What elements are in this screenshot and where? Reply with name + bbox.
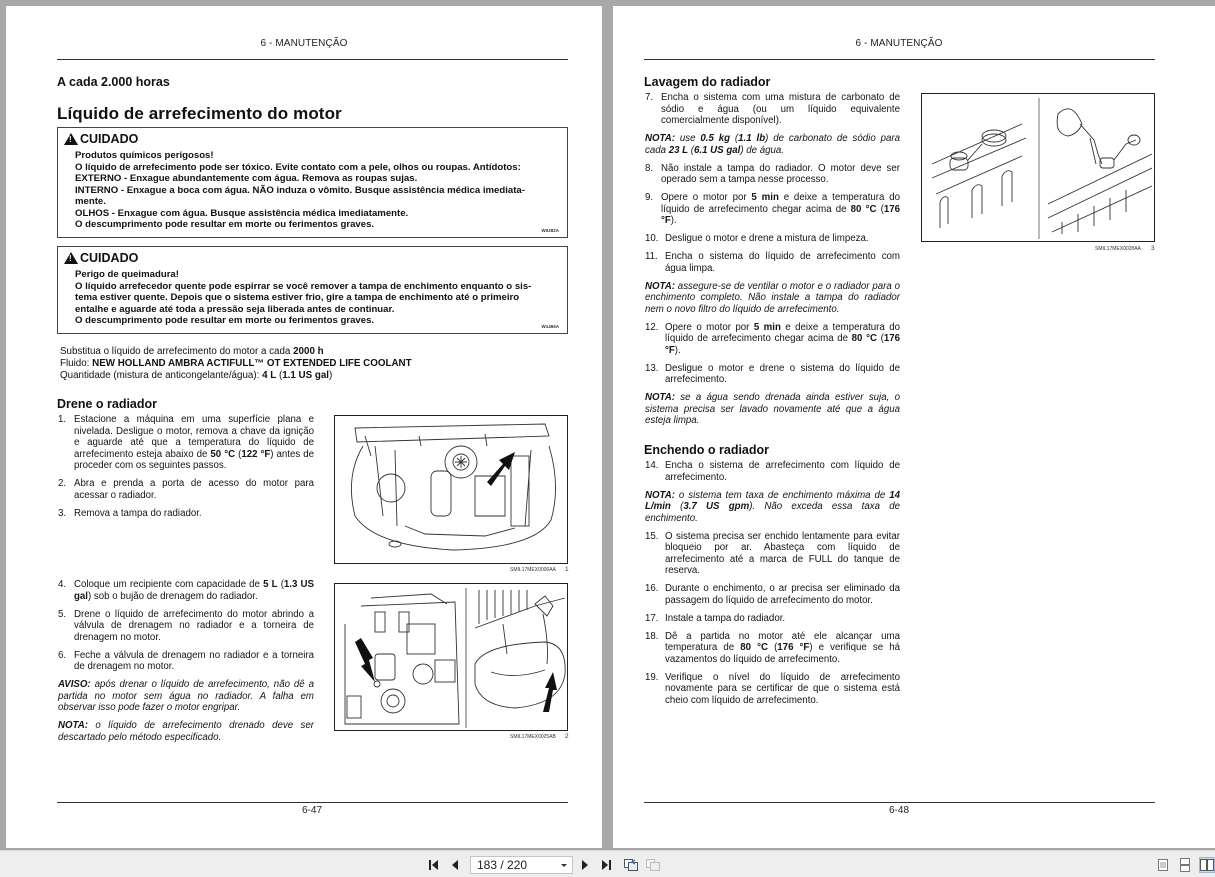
steps-drain-4-6: [58, 579, 314, 750]
figure-caption: SMIL17MEX0025AB: [510, 734, 556, 740]
section-heading-wash: Lavagem do radiador: [644, 75, 771, 89]
step-17: 17. Instale a tampa do radiador.: [645, 612, 786, 624]
caution-line: Produtos químicos perigosos!: [75, 150, 214, 161]
first-page-icon: [428, 859, 440, 871]
page-indicator: 183 / 220: [477, 858, 528, 872]
figure-number: 1: [565, 566, 569, 573]
figure-3-radiator-fill: [921, 93, 1155, 242]
figure-caption: SMIL17MEX0006AA: [510, 567, 556, 573]
page-title: Líquido de arrefecimento do motor: [57, 104, 342, 123]
step-10: 10. Desligue o motor e drene a mistura de limpeza.: [645, 233, 869, 244]
step-3: 3. Remova a tampa do radiador.: [58, 507, 202, 519]
caution-text: [75, 150, 567, 231]
footer-rule: [57, 802, 568, 803]
steps-drain-1-3: [58, 414, 314, 526]
step-9: 9. Opere o motor por 5 min e deixe a temperatura do líquido de arrefecimento chegar acima de 80 °C (176 °F).: [645, 192, 900, 226]
figure-1-engine-compartment: [334, 415, 568, 564]
single-page-icon: [1157, 858, 1169, 872]
header-rule: [57, 59, 568, 60]
caution-text: [75, 269, 567, 327]
page-6-48: [613, 6, 1215, 848]
aviso-note: AVISO: após drenar o líquido de arrefecimento, não dê a partida no motor sem água no radiador. A falha em observar isso pode fazer o motor engripar.: [58, 679, 314, 713]
nota-dirty-water: NOTA: se a água sendo drenada ainda estiver suja, o sistema precisa ser lavado novamente até que a água esteja limpa.: [645, 392, 900, 426]
drain-illustration: [335, 584, 568, 731]
next-view-button[interactable]: [645, 857, 661, 873]
two-page-view-button[interactable]: [1199, 857, 1215, 873]
caution-line: OLHOS - Enxague com água. Busque assistência médica imediatamente.: [75, 207, 409, 219]
footer-rule: [644, 802, 1155, 803]
step-1: 1. Estacione a máquina em uma superfície plana e nivelada. Desligue o motor, remova a chave da ignição e aguarde até que a temperatura do líquido de arrefecimento esteja abaixo de 50 °C (122 °F) antes de proceder com os seguintes passos.: [58, 414, 314, 471]
radiator-illustration: [922, 94, 1155, 242]
step-8: 8. Não instale a tampa do radiador. O motor deve ser operado sem a tampa nesse processo.: [645, 162, 900, 185]
step-19: 19. Verifique o nível do líquido de arrefecimento novamente para se certificar de que o sistema está cheio com líquido de arrefecimento.: [645, 671, 900, 706]
step-12: 12. Opere o motor por 5 min e deixe a temperatura do líquido de arrefecimento chegar acima de 80 °C (176 °F).: [645, 321, 900, 356]
caution-line: O líquido arrefecedor quente pode espirrar se você remover a tampa de enchimento enquanto o sis-: [75, 280, 532, 292]
previous-page-icon: [450, 859, 460, 871]
steps-wash: [645, 92, 900, 433]
step-5: 5. Drene o líquido de arrefecimento do motor abrindo a válvula de drenagem no radiador e a torneira de drenagem no motor.: [58, 608, 314, 643]
figure-number: 3: [1151, 245, 1155, 252]
step-18: 18. Dê a partida no motor até ele alcançar uma temperatura de 80 °C (176 °F) e verifique se há vazamentos do líquido de arrefecimento.: [645, 630, 900, 665]
previous-page-button[interactable]: [449, 857, 461, 873]
figure-2-drain-valves: [334, 583, 568, 731]
next-page-button[interactable]: [579, 857, 591, 873]
next-page-icon: [580, 859, 590, 871]
step-6: 6. Feche a válvula de drenagem no radiador e a torneira de drenagem no motor.: [58, 649, 314, 672]
continuous-view-button[interactable]: [1178, 857, 1192, 873]
step-16: 16. Durante o enchimento, o ar precisa ser eliminado da passagem do líquido de arrefecimento do motor.: [645, 583, 900, 606]
step-2: 2. Abra e prenda a porta de acesso do motor para acessar o radiador.: [58, 478, 314, 501]
two-page-icon: [1200, 858, 1214, 872]
section-heading-fill: Enchendo o radiador: [644, 443, 770, 457]
caution-line: tema estiver quente. Depois que o sistema estiver frio, gire a tampa de enchimento até o primeiro: [75, 292, 520, 303]
page-number-select[interactable]: [470, 856, 573, 874]
maintenance-interval: A cada 2.000 horas: [57, 75, 170, 89]
warning-triangle-icon: [64, 252, 78, 264]
first-page-button[interactable]: [427, 857, 441, 873]
page-6-47: [6, 6, 602, 848]
header-rule: [644, 59, 1155, 60]
caution-line: Perigo de queimadura!: [75, 269, 179, 280]
nota-ventilate: NOTA: assegure-se de ventilar o motor e o radiador para o enchimento completo. Não instale a tampa do radiador nem o novo filtro do líquido de arrefecimento.: [645, 280, 900, 315]
coolant-specs: [60, 346, 412, 382]
figure-number: 2: [565, 733, 569, 740]
caution-box-burn: [57, 246, 568, 334]
spec-fluid: Fluido: NEW HOLLAND AMBRA ACTIFULL™ OT EXTENDED LIFE COOLANT: [60, 358, 412, 369]
last-page-button[interactable]: [599, 857, 613, 873]
last-page-icon: [600, 859, 612, 871]
next-view-icon: [645, 858, 661, 872]
navigation-toolbar: [0, 850, 1215, 877]
page-number: 6-48: [889, 805, 910, 816]
previous-view-button[interactable]: [623, 857, 639, 873]
running-header: 6 - MANUTENÇÃO: [260, 38, 348, 49]
dropdown-caret-icon: [561, 864, 567, 867]
step-15: 15. O sistema precisa ser enchido lentamente para evitar bloqueio por ar. Abasteça com líquido de arrefecimento até a marca de FULL do tanque de reserva.: [645, 530, 900, 576]
caution-box-chemicals: [57, 127, 568, 238]
caution-line: entalhe e aguarde até toda a pressão seja liberada antes de continuar.: [75, 303, 395, 315]
step-14: 14. Encha o sistema de arrefecimento com líquido de arrefecimento.: [645, 460, 900, 483]
nota-sodium-carbonate: NOTA: use 0.5 kg (1.1 lb) de carbonato de sódio para cada 23 L (6.1 US gal) de água.: [645, 133, 900, 156]
caution-label: CUIDADO: [80, 250, 139, 265]
caution-code: W0282A: [541, 228, 559, 233]
caution-line: INTERNO - Enxague a boca com água. NÃO induza o vômito. Busque assistência médica imediata-: [75, 184, 525, 196]
nota-fill-rate: NOTA: o sistema tem taxa de enchimento máxima de 14 L/min (3.7 US gpm). Não exceda essa taxa de enchimento.: [645, 489, 900, 524]
step-13: 13. Desligue o motor e drene o sistema do líquido de arrefecimento.: [645, 362, 900, 385]
nota-note: NOTA: o líquido de arrefecimento drenado deve ser descartado pelo método especificado.: [58, 720, 314, 743]
caution-line: EXTERNO - Enxague abundantemente com água. Remova as roupas sujas.: [75, 173, 418, 184]
single-page-view-button[interactable]: [1156, 857, 1170, 873]
previous-view-icon: [623, 858, 639, 872]
caution-label: CUIDADO: [80, 131, 139, 146]
figure-caption: SMIL17MEX0028AA: [1095, 246, 1141, 252]
warning-triangle-icon: [64, 133, 78, 145]
step-11: 11. Encha o sistema do líquido de arrefecimento com água limpa.: [645, 251, 900, 274]
caution-line: mente.: [75, 196, 106, 207]
engine-illustration: [335, 416, 568, 564]
caution-code: W1465A: [541, 324, 559, 329]
spec-quantity: Quantidade (mistura de anticongelante/água): 4 L (1.1 US gal): [60, 370, 333, 381]
step-7: 7. Encha o sistema com uma mistura de carbonato de sódio e água (ou um líquido equivalente comercialmente disponível).: [645, 92, 900, 126]
caution-line: O líquido de arrefecimento pode ser tóxico. Evite contato com a pele, olhos ou roupas. Antídotos:: [75, 161, 521, 173]
running-header: 6 - MANUTENÇÃO: [855, 38, 943, 49]
section-heading-drain: Drene o radiador: [57, 397, 158, 411]
step-4: 4. Coloque um recipiente com capacidade de 5 L (1.3 US gal) sob o bujão de drenagem do radiador.: [58, 579, 314, 602]
spec-replace-interval: Substitua o líquido de arrefecimento do motor a cada 2000 h: [60, 346, 324, 357]
steps-fill: [645, 460, 900, 713]
caution-line: O descumprimento pode resultar em morte ou ferimentos graves.: [75, 219, 375, 230]
page-number: 6-47: [302, 805, 323, 816]
continuous-page-icon: [1179, 858, 1191, 872]
caution-line: O descumprimento pode resultar em morte ou ferimentos graves.: [75, 315, 375, 326]
